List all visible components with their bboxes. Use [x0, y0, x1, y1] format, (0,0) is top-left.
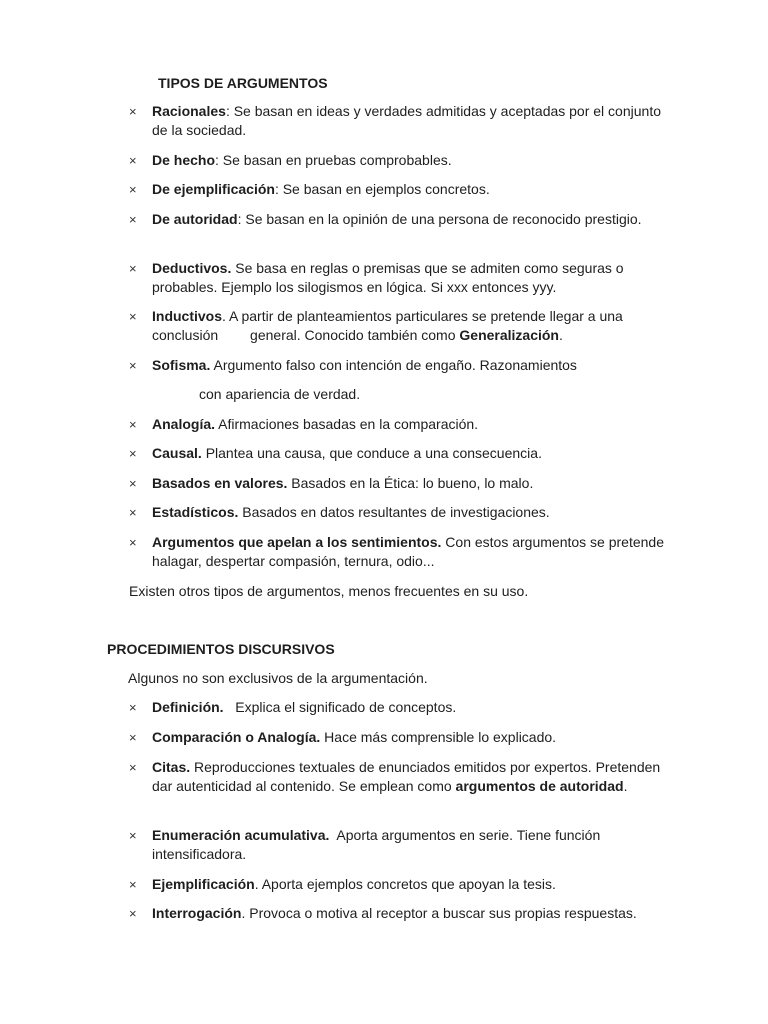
item-term-inline: argumentos de autoridad: [455, 778, 624, 794]
section2-intro: Algunos no son exclusivos de la argumentación.: [128, 670, 428, 686]
bullet-x-icon: ×: [129, 261, 137, 276]
item-text: .: [558, 327, 563, 343]
list-item: [129, 533, 669, 571]
item-term: Estadísticos.: [152, 504, 239, 520]
list-item: [129, 259, 669, 297]
list-item: [129, 151, 669, 170]
item-term: De hecho: [152, 152, 216, 168]
item-text: . A partir de planteamientos particulares se pretende llegar a una conclusión: [152, 308, 623, 343]
item-term: Basados en valores.: [152, 475, 288, 491]
bullet-x-icon: ×: [129, 153, 137, 168]
item-text: . Aporta ejemplos concretos que apoyan la tesis.: [254, 876, 556, 892]
list-item: [129, 728, 669, 747]
item-text: general. Conocido también como: [250, 327, 460, 343]
list-item: [129, 307, 669, 345]
item-text: Argumento falso con intención de engaño. Razonamientos: [210, 357, 577, 373]
list-item: [129, 758, 669, 796]
section1-closing: Existen otros tipos de argumentos, menos frecuentes en su uso.: [129, 583, 529, 599]
item-term: Deductivos.: [152, 260, 232, 276]
bullet-x-icon: ×: [129, 535, 137, 550]
item-text: . Provoca o motiva al receptor a buscar sus propias respuestas.: [241, 905, 637, 921]
bullet-x-icon: ×: [129, 700, 137, 715]
bullet-x-icon: ×: [129, 104, 137, 119]
section-title-procedimientos: PROCEDIMIENTOS DISCURSIVOS: [107, 641, 335, 657]
list-item: [129, 474, 669, 493]
list-item: [129, 826, 669, 864]
item-term-inline: Generalización: [459, 327, 559, 343]
item-term: Ejemplificación: [152, 876, 255, 892]
list-item: [129, 415, 669, 434]
item-term: Enumeración acumulativa.: [152, 827, 330, 843]
item-text: Reproducciones textuales de enunciados emitidos por expertos. Pretenden dar autenticidad al contenido. Se emplean como: [152, 759, 661, 794]
item-text: : Se basan en ideas y verdades admitidas y aceptadas por el conjunto de la sociedad.: [152, 103, 661, 138]
list-item: [129, 875, 669, 894]
bullet-x-icon: ×: [129, 877, 137, 892]
item-term: Racionales: [152, 103, 226, 119]
bullet-x-icon: ×: [129, 446, 137, 461]
item-text: : Se basan en pruebas comprobables.: [215, 152, 452, 168]
item-text: : Se basan en la opinión de una persona de reconocido prestigio.: [237, 211, 642, 227]
item-term: Sofisma.: [152, 357, 211, 373]
item-text: Aporta argumentos en serie. Tiene función intensificadora.: [152, 827, 605, 862]
bullet-x-icon: ×: [129, 505, 137, 520]
item-text: Basados en datos resultantes de investigaciones.: [238, 504, 550, 520]
bullet-x-icon: ×: [129, 182, 137, 197]
item-term: Interrogación: [152, 905, 242, 921]
item-text: Hace más comprensible lo explicado.: [320, 729, 557, 745]
item-text: Explica el significado de conceptos.: [223, 699, 457, 715]
list-item: [129, 904, 669, 923]
bullet-x-icon: ×: [129, 212, 137, 227]
item-term: De ejemplificación: [152, 181, 275, 197]
item-text: Basados en la Ética: lo bueno, lo malo.: [287, 475, 534, 491]
section-title-tipos: TIPOS DE ARGUMENTOS: [158, 75, 328, 91]
item-term: Citas.: [152, 759, 191, 775]
bullet-x-icon: ×: [129, 358, 137, 373]
item-term: Inductivos: [152, 308, 223, 324]
item-term: De autoridad: [152, 211, 238, 227]
bullet-x-icon: ×: [129, 760, 137, 775]
list-item: [129, 698, 669, 717]
item-term: Causal.: [152, 445, 202, 461]
item-continuation: con apariencia de verdad.: [199, 386, 361, 402]
list-item: [129, 102, 669, 140]
item-text: Plantea una causa, que conduce a una consecuencia.: [201, 445, 542, 461]
item-term: Comparación o Analogía.: [152, 729, 321, 745]
item-text: Se basa en reglas o premisas que se admiten como seguras o probables. Ejemplo los silogismos en lógica. Si xxx entonces yyy.: [152, 260, 624, 295]
bullet-x-icon: ×: [129, 730, 137, 745]
item-text: .: [623, 778, 628, 794]
list-item: [129, 210, 669, 229]
list-item: [129, 503, 669, 522]
bullet-x-icon: ×: [129, 309, 137, 324]
item-text: Afirmaciones basadas en la comparación.: [215, 416, 479, 432]
bullet-x-icon: ×: [129, 906, 137, 921]
bullet-x-icon: ×: [129, 828, 137, 843]
item-text: : Se basan en ejemplos concretos.: [274, 181, 490, 197]
item-text: Con estos argumentos se pretende halagar, despertar compasión, ternura, odio...: [152, 534, 664, 569]
item-term: Definición.: [152, 699, 224, 715]
list-item: [129, 444, 669, 463]
bullet-x-icon: ×: [129, 476, 137, 491]
bullet-x-icon: ×: [129, 417, 137, 432]
item-term: Analogía.: [152, 416, 216, 432]
item-term: Argumentos que apelan a los sentimientos.: [152, 534, 442, 550]
list-item: [129, 356, 669, 375]
list-item: [129, 180, 669, 199]
